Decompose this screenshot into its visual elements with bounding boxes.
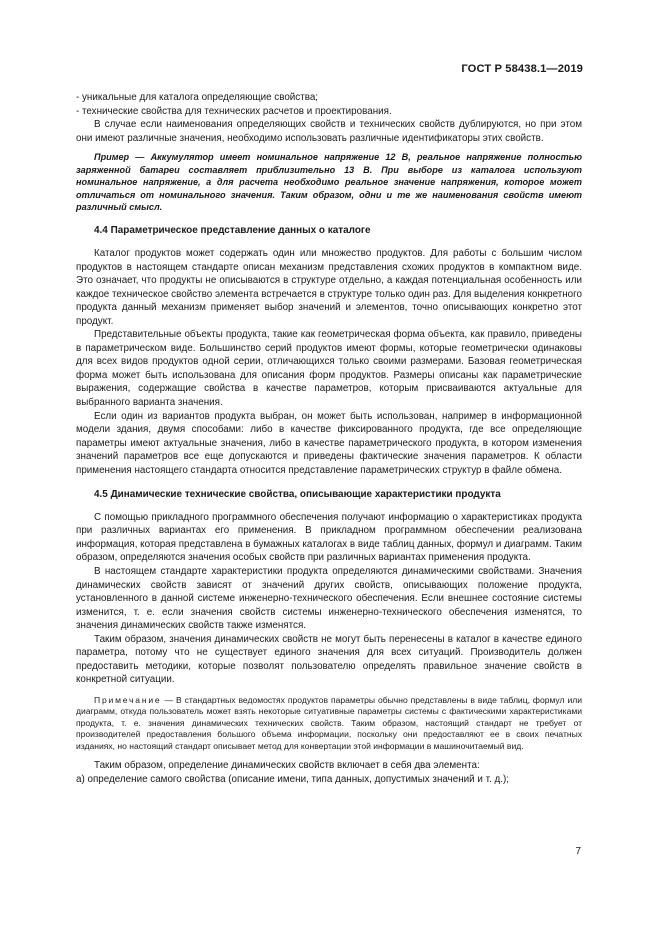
document-id-header: ГОСТ Р 58438.1—2019 [461,63,583,75]
paragraph: В случае если наименования определяющих свойств и технических свойств дублируются, но при этом они имеют различные значения, необходимо использовать различные идентификаторы этих свойств. [76,119,582,144]
paragraph: Представительные объекты продукта, такие как геометрическая форма объекта, как правило, приведены в параметрическом виде. Большинство серий продуктов имеют формы, которые геометрически одинаковы для всех видов продуктов одной серии, отличающихся только своими размерами. Базовая геометрическая форма может быть использована для описания форм продуктов. Размеры описаны как параметрические выражения, содержащие свойства в качестве параметров, которым присваиваются актуальные для выбранного варианта значения. [76,329,582,409]
note-paragraph [76,695,582,753]
list-item: а) определение самого свойства (описание имени, типа данных, допустимых значений и т. д.); [76,774,510,785]
paragraph: С помощью прикладного программного обеспечения получают информацию о характеристиках продукта при различных вариантах его применения. В прикладном программном обеспечении реализована информация, которая представлена в бумажных каталогах в виде таблиц данных, формул и диаграмм. Таким образом, определяются значения особых свойств при различных вариантах применения продукта. [76,511,582,564]
example-paragraph: Пример — Аккумулятор имеет номинальное напряжение 12 В, реальное напряжение полностью заряженной батареи составляет приблизительно 13 В. При выборе из каталога используют номинальное напряжение, а для расчета необходимо реальное значение напряжения, которое может отличаться от номинального значения. Таким образом, одни и те же наименования свойств имеют различный смысл. [76,152,582,212]
paragraph: Каталог продуктов может содержать один или множество продуктов. Для работы с большим числом продуктов в настоящем стандарте описан механизм представления схожих продуктов в компактном виде. Это означает, что продукты не описываются в структуре отдельно, а каждая потенциальная особенность или каждое техническое свойство элемента встречается в структуре только один раз. Для выделения конкретного продукта данный механизм применяет выбор значений и элементов, точно описывающих конкретно этот продукт. [76,248,582,327]
note-label: Примечание [94,694,162,705]
paragraph: В настоящем стандарте характеристики продукта определяются динамическими свойствами. Значения динамических свойств зависят от значений других свойств, описывающих положение продукта, установленного в данной системе инженерно-технического обеспечения. Если внешнее состояние системы изменится, т. е. если значения свойств системы инженерно-технического обеспечения изменятся, то значения динамических свойств также изменятся. [76,566,582,632]
paragraph: Таким образом, значения динамических свойств не могут быть перенесены в каталог в качестве единого параметра, потому что не существует единого значения для всех ситуаций. Производитель должен предоставить методики, которые позволят пользователю определять правильное значение свойств в конкретной ситуации. [76,633,582,686]
list-item: - уникальные для каталога определяющие свойства; [76,92,319,103]
note-text: — В стандартных ведомостях продуктов параметры обычно представлены в виде таблиц, формул или диаграмм, откуда пользователь может взять некоторые ситуативные параметры системы с фактическими характеристиками продукта, т. е. значения динамических технических свойств. Таким образом, настоящий стандарт не требует от производителей предоставления большого объема информации, поскольку они предоставляют ее в своих печатных изданиях, но настоящий стандарт описывает метод для конвертации этой информации в машиночитаемый вид. [76,694,582,751]
paragraph: Если один из вариантов продукта выбран, он может быть использован, например в информационной модели здания, двумя способами: либо в качестве фиксированного продукта, где все определяющие параметры имеют актуальные значения, либо в качестве параметрического продукта, в котором изменения значений параметров все еще допускаются и приведены фактические значения параметров. К области применения настоящего стандарта относится представление параметрических структур в файле обмена. [76,410,582,476]
section-heading-4-5: 4.5 Динамические технические свойства, описывающие характеристики продукта [94,489,501,501]
paragraph: Таким образом, определение динамических свойств включает в себя два элемента: [94,760,480,772]
section-heading-4-4: 4.4 Параметрическое представление данных о каталоге [94,225,371,237]
list-item: - технические свойства для технических расчетов и проектирования. [76,105,392,117]
page-number: 7 [575,846,581,857]
page-content [76,91,582,787]
